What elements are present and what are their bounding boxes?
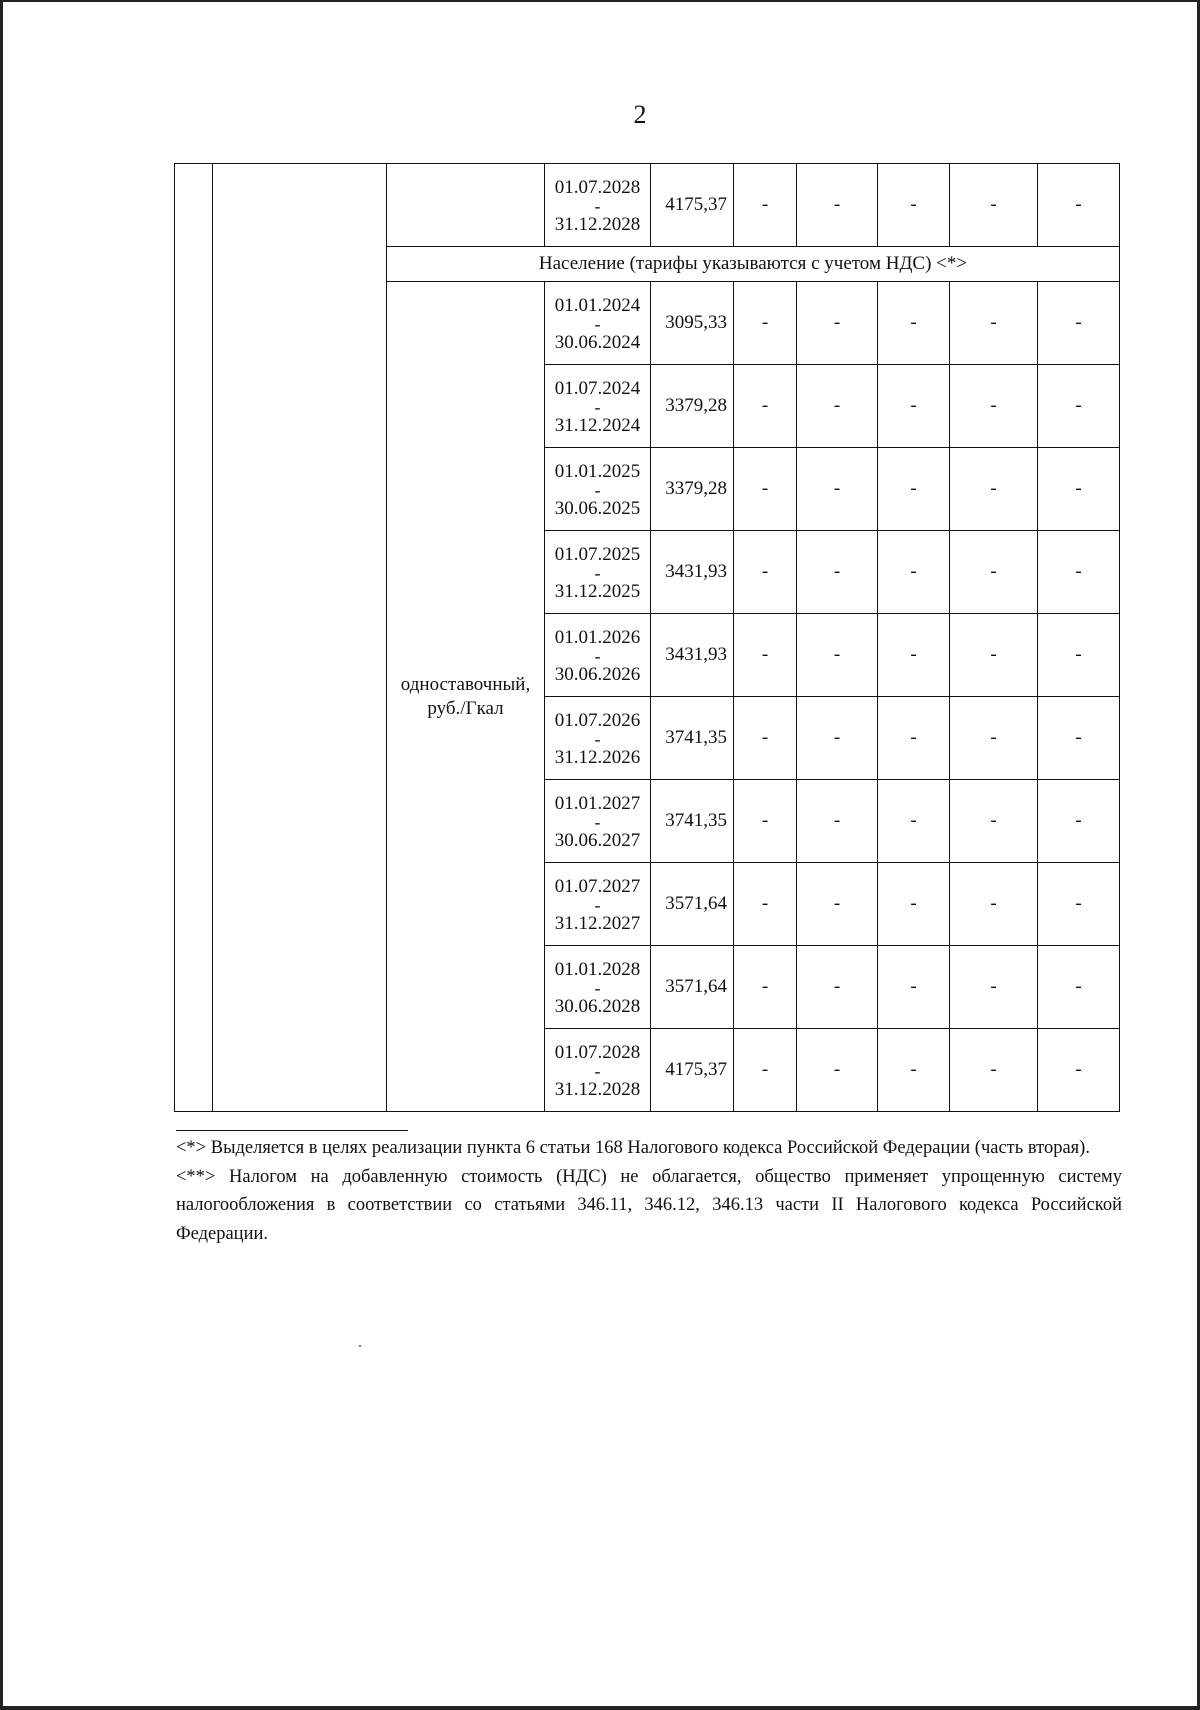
dash-cell: - xyxy=(878,614,950,697)
period-start: 01.01.2028 xyxy=(554,959,641,980)
cell-col2-empty xyxy=(213,164,387,1112)
dash-cell: - xyxy=(1038,531,1120,614)
period-cell xyxy=(545,697,651,780)
period-dash: - xyxy=(594,1061,601,1081)
dash-cell: - xyxy=(878,697,950,780)
dash-cell: - xyxy=(950,164,1038,247)
dash-cell: - xyxy=(1038,1029,1120,1112)
dash-cell: - xyxy=(950,863,1038,946)
price-cell: 3431,93 xyxy=(651,614,734,697)
dash-cell: - xyxy=(1038,863,1120,946)
period-start: 01.07.2026 xyxy=(554,710,641,731)
dash-cell: - xyxy=(734,780,797,863)
period-dash: - xyxy=(594,563,601,583)
dash-cell: - xyxy=(1038,282,1120,365)
period-dash: - xyxy=(594,729,601,749)
scan-border-bottom xyxy=(0,1706,1200,1710)
dash-cell: - xyxy=(734,1029,797,1112)
period-end: 31.12.2028 xyxy=(554,214,641,235)
dash-cell: - xyxy=(734,946,797,1029)
period-cell xyxy=(545,1029,651,1112)
price-cell: 3571,64 xyxy=(651,863,734,946)
cell-col3-empty xyxy=(387,164,545,247)
scan-border-left xyxy=(0,0,3,1710)
dash-cell: - xyxy=(734,365,797,448)
dash-cell: - xyxy=(950,282,1038,365)
period-cell xyxy=(545,365,651,448)
table-row-previous xyxy=(175,164,1120,247)
scan-border-top xyxy=(0,0,1200,2)
dash-cell: - xyxy=(734,697,797,780)
period-dash: - xyxy=(594,646,601,666)
dash-cell: - xyxy=(1038,697,1120,780)
dash-cell: - xyxy=(878,1029,950,1112)
cell-col1-empty xyxy=(175,164,213,1112)
dash-cell: - xyxy=(950,946,1038,1029)
period-start: 01.01.2024 xyxy=(554,295,641,316)
period-end: 30.06.2027 xyxy=(554,830,641,851)
period-cell xyxy=(545,282,651,365)
period-cell xyxy=(545,614,651,697)
period-start: 01.07.2027 xyxy=(554,876,641,897)
dash-cell: - xyxy=(734,531,797,614)
dash-cell: - xyxy=(1038,365,1120,448)
period-cell xyxy=(545,946,651,1029)
dash-cell: - xyxy=(734,448,797,531)
dash-cell: - xyxy=(797,164,878,247)
dash-cell: - xyxy=(797,614,878,697)
period-end: 31.12.2026 xyxy=(554,747,641,768)
dash-cell: - xyxy=(1038,164,1120,247)
dash-cell: - xyxy=(950,614,1038,697)
period-dash: - xyxy=(594,480,601,500)
period-dash: - xyxy=(594,314,601,334)
dash-cell: - xyxy=(878,946,950,1029)
period-end: 30.06.2028 xyxy=(554,996,641,1017)
price-cell: 4175,37 xyxy=(651,1029,734,1112)
period-dash: - xyxy=(594,978,601,998)
dash-cell: - xyxy=(1038,614,1120,697)
dash-cell: - xyxy=(950,365,1038,448)
period-dash: - xyxy=(594,812,601,832)
group-label: Население (тарифы указываются с учетом НДС) <*> xyxy=(387,247,1120,282)
dash-cell: - xyxy=(797,863,878,946)
dash-cell: - xyxy=(1038,448,1120,531)
dash-cell: - xyxy=(878,282,950,365)
period-cell xyxy=(545,863,651,946)
price-cell: 3571,64 xyxy=(651,946,734,1029)
period-start: 01.01.2027 xyxy=(554,793,641,814)
dash-cell: - xyxy=(734,863,797,946)
period-start: 01.01.2025 xyxy=(554,461,641,482)
period-dash: - xyxy=(594,895,601,915)
dash-cell: - xyxy=(734,614,797,697)
dash-cell: - xyxy=(878,863,950,946)
dash-cell: - xyxy=(797,448,878,531)
dash-cell: - xyxy=(734,282,797,365)
period-start: 01.07.2028 xyxy=(554,1042,641,1063)
period-end: 31.12.2024 xyxy=(554,415,641,436)
price-cell: 4175,37 xyxy=(651,164,734,247)
price-cell: 3379,28 xyxy=(651,448,734,531)
period-start: 01.07.2028 xyxy=(554,177,641,198)
dash-cell: - xyxy=(878,365,950,448)
dash-cell: - xyxy=(1038,780,1120,863)
period-dash: - xyxy=(594,397,601,417)
period-end: 30.06.2024 xyxy=(554,332,641,353)
period-end: 30.06.2026 xyxy=(554,664,641,685)
tariff-type-cell: одноставочный, руб./Гкал xyxy=(387,282,545,1112)
dash-cell: - xyxy=(878,448,950,531)
footnote-separator xyxy=(176,1130,408,1131)
dash-cell: - xyxy=(950,1029,1038,1112)
dash-cell: - xyxy=(734,164,797,247)
dash-cell: - xyxy=(950,780,1038,863)
dash-cell: - xyxy=(797,946,878,1029)
period-start: 01.07.2024 xyxy=(554,378,641,399)
dash-cell: - xyxy=(797,365,878,448)
period-dash: - xyxy=(594,196,601,216)
dash-cell: - xyxy=(878,531,950,614)
period-cell xyxy=(545,780,651,863)
footnote-2: <**> Налогом на добавленную стоимость (НДС) не облагается, общество применяет упрощенную систему налогообложения в соответствии со статьями 346.11, 346.12, 346.13 части II Налогового кодекса Российской Федерации. xyxy=(176,1166,1122,1244)
period-end: 31.12.2028 xyxy=(554,1079,641,1100)
dash-cell: - xyxy=(797,780,878,863)
scan-speck xyxy=(359,1345,361,1347)
dash-cell: - xyxy=(950,531,1038,614)
period-cell xyxy=(545,164,651,247)
price-cell: 3095,33 xyxy=(651,282,734,365)
price-cell: 3741,35 xyxy=(651,697,734,780)
tariff-table xyxy=(174,163,1120,1112)
dash-cell: - xyxy=(797,1029,878,1112)
footnotes xyxy=(176,1134,1122,1248)
dash-cell: - xyxy=(878,164,950,247)
dash-cell: - xyxy=(797,531,878,614)
dash-cell: - xyxy=(1038,946,1120,1029)
period-end: 31.12.2025 xyxy=(554,581,641,602)
price-cell: 3379,28 xyxy=(651,365,734,448)
period-cell xyxy=(545,448,651,531)
dash-cell: - xyxy=(878,780,950,863)
footnote-1: <*> Выделяется в целях реализации пункта 6 статьи 168 Налогового кодекса Российской Федерации (часть вторая). xyxy=(176,1138,1090,1158)
page-number: 2 xyxy=(633,100,647,129)
dash-cell: - xyxy=(950,697,1038,780)
dash-cell: - xyxy=(950,448,1038,531)
price-cell: 3431,93 xyxy=(651,531,734,614)
price-cell: 3741,35 xyxy=(651,780,734,863)
period-cell xyxy=(545,531,651,614)
period-start: 01.01.2026 xyxy=(554,627,641,648)
period-end: 31.12.2027 xyxy=(554,913,641,934)
period-end: 30.06.2025 xyxy=(554,498,641,519)
dash-cell: - xyxy=(797,282,878,365)
period-start: 01.07.2025 xyxy=(554,544,641,565)
dash-cell: - xyxy=(797,697,878,780)
